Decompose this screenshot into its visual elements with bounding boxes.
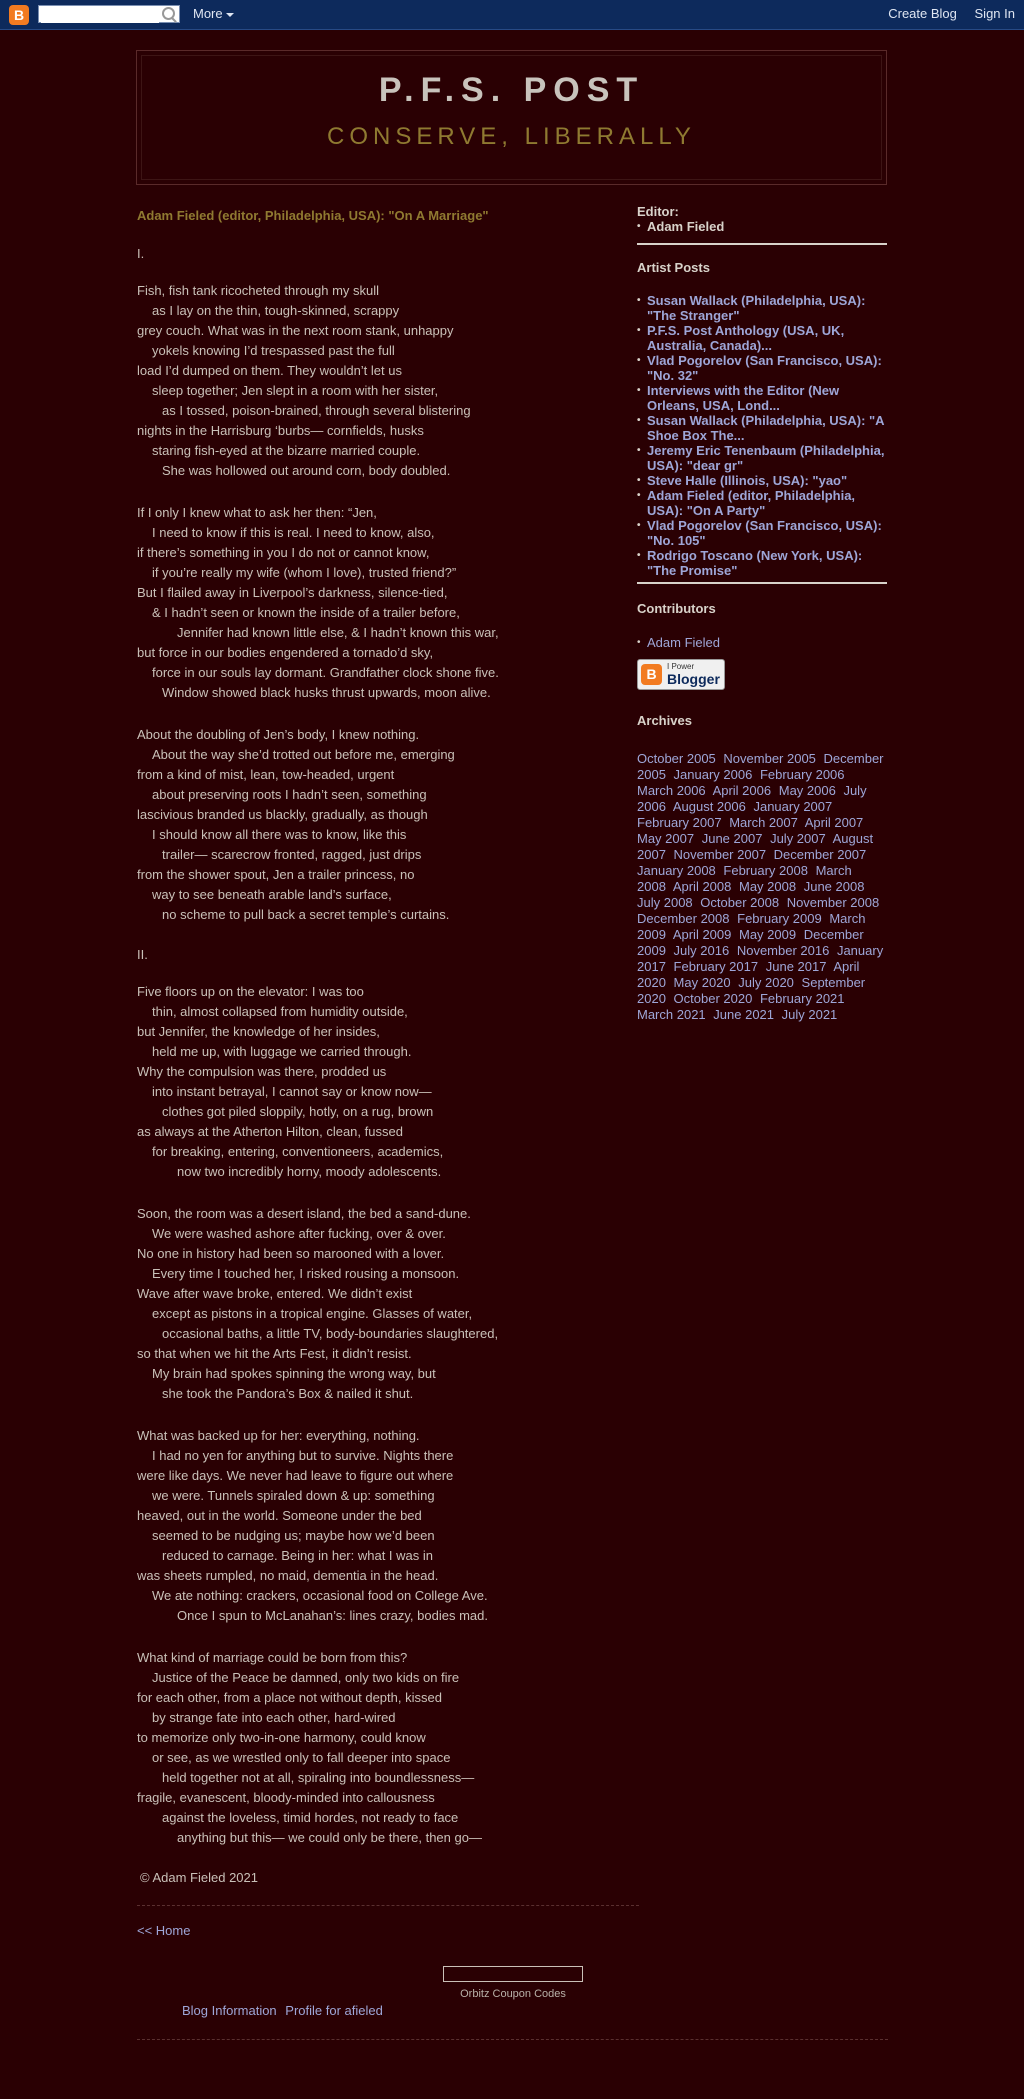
stanza xyxy=(137,1648,637,1848)
navbar xyxy=(0,0,1024,30)
archive-link[interactable]: July 2008 xyxy=(637,895,693,910)
coupon-box[interactable] xyxy=(443,1966,583,1982)
archive-link[interactable]: August 2006 xyxy=(672,799,746,814)
archive-list xyxy=(637,751,887,1023)
poem-line: Window showed black husks thrust upwards, moon alive. xyxy=(162,685,491,700)
artist-post-item xyxy=(637,413,887,443)
poem-line: if there’s something in you I do not or cannot know, xyxy=(137,545,430,560)
poem-line: But I flailed away in Liverpool’s darkness, silence-tied, xyxy=(137,585,448,600)
poem-line: Why the compulsion was there, prodded us xyxy=(137,1064,387,1079)
archive-link[interactable]: February 2009 xyxy=(737,911,822,926)
archive-link[interactable]: June 2007 xyxy=(701,831,763,846)
stanza xyxy=(137,503,637,703)
artist-post-item xyxy=(637,518,887,548)
poem-line: trailer— scarecrow fronted, ragged, just drips xyxy=(162,847,422,862)
artist-post-item xyxy=(637,353,887,383)
archives-heading: Archives xyxy=(637,713,692,728)
poem-line: against the loveless, timid hordes, not ready to face xyxy=(162,1810,459,1825)
archive-link[interactable]: March 2007 xyxy=(729,815,798,830)
poem-line: She was hollowed out around corn, body doubled. xyxy=(162,463,451,478)
poem-line: by strange fate into each other, hard-wired xyxy=(152,1710,396,1725)
archive-link[interactable]: April 2009 xyxy=(672,927,732,942)
poem-line: yokels knowing I’d trespassed past the full xyxy=(152,343,395,358)
post-copyright: © Adam Fieled 2021 xyxy=(140,1870,258,1885)
archive-link[interactable]: April 2008 xyxy=(672,879,732,894)
poem-line: for each other, from a place not without depth, kissed xyxy=(137,1690,442,1705)
blog-information-link[interactable]: Blog Information xyxy=(182,2003,277,2018)
poem-line: nights in the Harrisburg ‘burbs— cornfields, husks xyxy=(137,423,424,438)
poem-line: but force in our bodies engendered a tornado’d sky, xyxy=(137,645,434,660)
poem-line: was sheets rumpled, no maid, dementia in the head. xyxy=(137,1568,439,1583)
poem-line: held me up, with luggage we carried through. xyxy=(152,1044,412,1059)
archive-link[interactable]: July 2016 xyxy=(673,943,730,958)
artist-post-link[interactable]: Susan Wallack (Philadelphia, USA): "A Shoe Box The... xyxy=(647,413,885,443)
artist-posts-list xyxy=(637,293,887,578)
archive-link[interactable]: May 2009 xyxy=(739,927,797,942)
poem-line: or see, as we wrestled only to fall deeper into space xyxy=(152,1750,451,1765)
stanza xyxy=(137,725,637,925)
editor-list xyxy=(637,219,887,234)
archive-link[interactable]: November 2007 xyxy=(673,847,767,862)
nav-right xyxy=(874,6,1015,21)
poem-line: I had no yen for anything but to survive. Nights there xyxy=(152,1448,454,1463)
archive-link[interactable]: May 2008 xyxy=(739,879,797,894)
blogger-badge-icon: B xyxy=(641,664,662,685)
archive-link[interactable]: October 2020 xyxy=(673,991,753,1006)
poem-line: About the way she’d trotted out before me, emerging xyxy=(152,747,455,762)
stanza xyxy=(137,1204,637,1404)
archive-link[interactable]: June 2017 xyxy=(765,959,827,974)
poem-line: way to see beneath arable land’s surface, xyxy=(152,887,392,902)
archive-link[interactable]: March 2021 xyxy=(637,1007,706,1022)
artist-post-link[interactable]: Rodrigo Toscano (New York, USA): "The Promise" xyxy=(647,548,863,578)
archive-link[interactable]: December 2005 xyxy=(637,751,884,782)
coupon-text: Orbitz Coupon Codes xyxy=(460,1988,566,2000)
poem-line: Every time I touched her, I risked rousing a monsoon. xyxy=(152,1266,460,1281)
poem-line: but Jennifer, the knowledge of her insides, xyxy=(137,1024,380,1039)
poem-body xyxy=(137,246,637,1848)
poem-line: she took the Pandora’s Box & nailed it shut. xyxy=(162,1386,414,1401)
poem-line: as I lay on the thin, tough-skinned, scrappy xyxy=(152,303,400,318)
poem-line: as I tossed, poison-brained, through several blistering xyxy=(162,403,471,418)
sidebar-rule xyxy=(637,243,887,245)
archive-link[interactable]: January 2008 xyxy=(637,863,716,878)
chevron-down-icon xyxy=(226,13,234,17)
poem-line: as always at the Atherton Hilton, clean, fussed xyxy=(137,1124,403,1139)
poem-line: from the shower spout, Jen a trailer princess, no xyxy=(137,867,415,882)
archive-link[interactable]: July 2020 xyxy=(738,975,794,990)
archive-link[interactable]: February 2007 xyxy=(637,815,722,830)
poem-line: about preserving roots I hadn’t seen, something xyxy=(152,787,427,802)
poem-line: No one in history had been so marooned with a lover. xyxy=(137,1246,445,1261)
editor-heading: Editor: xyxy=(637,204,679,219)
badge-small-text: I Power xyxy=(667,662,695,671)
contributors-heading: Contributors xyxy=(637,601,716,616)
archive-link[interactable]: August 2007 xyxy=(637,831,874,862)
archive-link[interactable]: November 2016 xyxy=(736,943,830,958)
poem-line: heaved, out in the world. Someone under the bed xyxy=(137,1508,422,1523)
archive-link[interactable]: December 2009 xyxy=(637,927,864,958)
poem-line: Five floors up on the elevator: I was too xyxy=(137,984,364,999)
footer-divider xyxy=(137,2039,888,2040)
artist-post-item xyxy=(637,293,887,323)
post-divider xyxy=(137,1905,639,1906)
poem-line: Soon, the room was a desert island, the bed a sand-dune. xyxy=(137,1206,471,1221)
search-input[interactable] xyxy=(41,9,159,23)
archive-link[interactable]: May 2020 xyxy=(673,975,731,990)
poem-line: force in our souls lay dormant. Grandfather clock shone five. xyxy=(152,665,499,680)
search-box[interactable] xyxy=(38,5,180,23)
editor-name: • Adam Fieled xyxy=(637,219,887,234)
archive-link[interactable]: June 2008 xyxy=(803,879,865,894)
artist-post-item xyxy=(637,383,887,413)
blog-header xyxy=(136,50,887,185)
archive-link[interactable]: March 2009 xyxy=(637,911,866,942)
stanza xyxy=(137,281,637,481)
poem-line: reduced to carnage. Being in her: what I was in xyxy=(162,1548,433,1563)
poem-line: lascivious branded us blackly, gradually, as though xyxy=(137,807,428,822)
contributor-item xyxy=(637,635,887,650)
archive-link[interactable]: January 2017 xyxy=(637,943,884,974)
archive-link[interactable]: December 2007 xyxy=(773,847,867,862)
archive-link[interactable]: October 2008 xyxy=(700,895,780,910)
poem-line: Once I spun to McLanahan’s: lines crazy, bodies mad. xyxy=(177,1608,488,1623)
contributor-link[interactable]: Adam Fieled xyxy=(647,635,720,650)
more-label: More xyxy=(193,6,223,21)
poem-line: so that when we hit the Arts Fest, it didn’t resist. xyxy=(137,1346,412,1361)
artist-post-item xyxy=(637,548,887,578)
artist-post-item xyxy=(637,488,887,518)
poem-line: for breaking, entering, conventioneers, academics, xyxy=(152,1144,444,1159)
contributors-list xyxy=(637,635,887,650)
search-icon[interactable] xyxy=(162,7,175,20)
poem-line: we were. Tunnels spiraled down & up: something xyxy=(152,1488,435,1503)
sidebar-rule xyxy=(637,582,887,584)
sidebar xyxy=(637,204,887,1023)
archive-link[interactable]: April 2007 xyxy=(804,815,864,830)
artist-post-link[interactable]: Jeremy Eric Tenenbaum (Philadelphia, USA): "dear gr" xyxy=(647,443,885,473)
poem-line: no scheme to pull back a secret temple’s curtains. xyxy=(162,907,450,922)
post-title: Adam Fieled (editor, Philadelphia, USA): "On A Marriage" xyxy=(137,208,489,223)
poem-line: fragile, evanescent, bloody-minded into callousness xyxy=(137,1790,435,1805)
blog-info xyxy=(182,2003,388,2018)
artist-post-link[interactable]: Susan Wallack (Philadelphia, USA): "The Stranger" xyxy=(647,293,866,323)
archive-link[interactable]: March 2006 xyxy=(637,783,706,798)
blog-title[interactable]: P.F.S. POST xyxy=(378,71,645,109)
blog-description: CONSERVE, LIBERALLY xyxy=(327,123,696,150)
poem-line: clothes got piled sloppily, hotly, on a rug, brown xyxy=(162,1104,434,1119)
poem-line: were like days. We never had leave to figure out where xyxy=(137,1468,454,1483)
archive-link[interactable]: February 2008 xyxy=(723,863,808,878)
poem-line: grey couch. What was in the next room stank, unhappy xyxy=(137,323,454,338)
poem-line: If I only I knew what to ask her then: “Jen, xyxy=(137,505,377,520)
artist-post-link[interactable]: Adam Fieled (editor, Philadelphia, USA): "On A Party" xyxy=(647,488,856,518)
artist-posts-heading: Artist Posts xyxy=(637,260,710,275)
poem-line: sleep together; Jen slept in a room with her sister, xyxy=(152,383,439,398)
section-number: II. xyxy=(137,947,148,962)
archive-link[interactable]: February 2006 xyxy=(759,767,845,782)
poem-line: to memorize only two-in-one harmony, could know xyxy=(137,1730,426,1745)
poem-line: What kind of marriage could be born from this? xyxy=(137,1650,408,1665)
archive-link[interactable]: May 2007 xyxy=(637,831,695,846)
section-number: I. xyxy=(137,246,145,261)
archive-link[interactable]: April 2006 xyxy=(712,783,772,798)
artist-post-link[interactable]: Interviews with the Editor (New Orleans, USA, Lond... xyxy=(647,383,840,413)
poem-line: except as pistons in a tropical engine. Glasses of water, xyxy=(152,1306,473,1321)
poem-line: About the doubling of Jen’s body, I knew nothing. xyxy=(137,727,420,742)
powered-by-blogger-badge[interactable] xyxy=(637,659,725,690)
poem-line: Wave after wave broke, entered. We didn’t exist xyxy=(137,1286,413,1301)
poem-line: Jennifer had known little else, & I hadn’t known this war, xyxy=(177,625,499,640)
home-link[interactable]: << Home xyxy=(137,1923,191,1938)
archive-link[interactable]: November 2008 xyxy=(786,895,880,910)
create-blog-link[interactable]: Create Blog xyxy=(888,6,957,21)
archive-link[interactable]: January 2007 xyxy=(753,799,833,814)
badge-big-text: Blogger xyxy=(667,671,720,687)
archive-link[interactable]: November 2005 xyxy=(723,751,816,766)
poem-line: staring fish-eyed at the bizarre married couple. xyxy=(152,443,421,458)
archive-link[interactable]: September 2020 xyxy=(637,975,866,1006)
poem-line: Justice of the Peace be damned, only two kids on fire xyxy=(152,1670,460,1685)
poem-line: I need to know if this is real. I need to know, also, xyxy=(152,525,435,540)
main-content xyxy=(137,208,637,1885)
archive-link[interactable]: May 2006 xyxy=(778,783,836,798)
artist-post-link[interactable]: P.F.S. Post Anthology (USA, UK, Australia, Canada)... xyxy=(647,323,845,353)
artist-post-item xyxy=(637,443,887,473)
archive-link[interactable]: July 2007 xyxy=(770,831,826,846)
poem-line: thin, almost collapsed from humidity outside, xyxy=(152,1004,408,1019)
archive-link[interactable]: February 2017 xyxy=(673,959,759,974)
archive-link[interactable]: October 2005 xyxy=(637,751,716,766)
poem-line: now two incredibly horny, moody adolescents. xyxy=(177,1164,442,1179)
poem-line: We ate nothing: crackers, occasional food on College Ave. xyxy=(152,1588,488,1603)
poem-line: into instant betrayal, I cannot say or know now— xyxy=(152,1084,432,1099)
stanza xyxy=(137,1426,637,1626)
poem-line: if you’re really my wife (whom I love), trusted friend?” xyxy=(152,565,457,580)
poem-line: load I’d dumped on them. They wouldn’t let us xyxy=(137,363,402,378)
poem-line: I should know all there was to know, like this xyxy=(152,827,407,842)
poem-line: We were washed ashore after fucking, over & over. xyxy=(152,1226,446,1241)
archive-link[interactable]: April 2020 xyxy=(637,959,860,990)
poem-line: from a kind of mist, lean, tow-headed, urgent xyxy=(137,767,395,782)
sign-in-link[interactable]: Sign In xyxy=(974,6,1015,21)
blogger-logo-icon[interactable]: B xyxy=(9,5,29,25)
archive-link[interactable]: July 2021 xyxy=(781,1007,838,1022)
artist-post-item xyxy=(637,323,887,353)
archive-link[interactable]: January 2006 xyxy=(673,767,753,782)
poem-line: & I hadn’t seen or known the inside of a trailer before, xyxy=(152,605,460,620)
archive-link[interactable]: December 2008 xyxy=(637,911,730,926)
archive-link[interactable]: March 2008 xyxy=(637,863,852,894)
poem-line: Fish, fish tank ricocheted through my skull xyxy=(137,283,380,298)
poem-line: occasional baths, a little TV, body-boundaries slaughtered, xyxy=(162,1326,499,1341)
artist-post-link[interactable]: Steve Halle (Illinois, USA): "yao" xyxy=(647,473,848,488)
poem-line: What was backed up for her: everything, nothing. xyxy=(137,1428,420,1443)
artist-post-item xyxy=(637,473,887,488)
poem-line: held together not at all, spiraling into boundlessness— xyxy=(162,1770,475,1785)
stanza xyxy=(137,982,637,1182)
archive-link[interactable]: February 2021 xyxy=(759,991,845,1006)
poem-line: seemed to be nudging us; maybe how we’d been xyxy=(152,1528,435,1543)
artist-post-link[interactable]: Vlad Pogorelov (San Francisco, USA): "No. 32" xyxy=(647,353,882,383)
poem-line: anything but this— we could only be there, then go— xyxy=(177,1830,482,1845)
more-menu[interactable] xyxy=(193,6,234,21)
poem-line: My brain had spokes spinning the wrong way, but xyxy=(152,1366,436,1381)
archive-link[interactable]: June 2021 xyxy=(713,1007,775,1022)
archive-link[interactable]: July 2006 xyxy=(637,783,867,814)
artist-post-link[interactable]: Vlad Pogorelov (San Francisco, USA): "No. 105" xyxy=(647,518,882,548)
profile-link[interactable]: Profile for afieled xyxy=(285,2003,383,2018)
